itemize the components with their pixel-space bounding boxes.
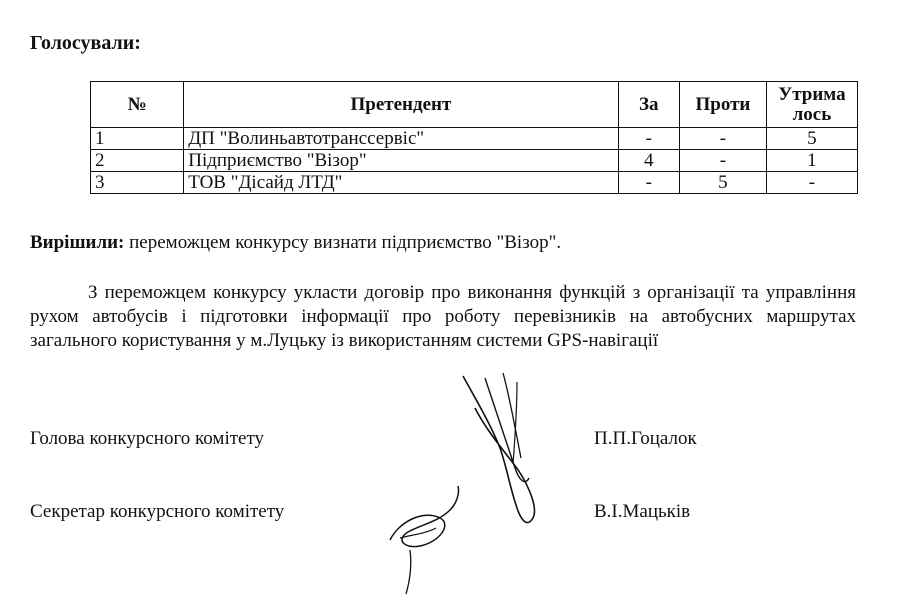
table-row	[91, 150, 858, 172]
header-abstained	[766, 82, 857, 128]
header-abstained-line2: лось	[792, 103, 832, 125]
decision-paragraph	[30, 281, 856, 353]
cell-candidate: Підприємство "Візор"	[184, 150, 618, 172]
secretary-role: Секретар конкурсного комітету	[30, 501, 285, 522]
decision-label: Вирішили:	[30, 232, 125, 253]
cell-for: 4	[618, 150, 679, 172]
cell-abstained: -	[766, 172, 857, 194]
cell-candidate: ДП "Волиньавтотранссервіс"	[184, 128, 618, 150]
cell-abstained: 5	[766, 128, 857, 150]
cell-against: 5	[680, 172, 767, 194]
decision-text: переможцем конкурсу визнати підприємство "Візор".	[124, 232, 562, 253]
votes-table	[90, 81, 858, 194]
paragraph-text: З переможцем конкурсу укласти договір про виконання функцій з організації та управління рухом автобусів і підготовки інформації про роботу перевізників на автобусних маршрутах загального користування у м.Луцьку із використанням системи GPS-навігації	[30, 282, 856, 351]
header-for: За	[618, 82, 679, 128]
header-abstained-line1: Утрима	[778, 83, 846, 105]
cell-against: -	[680, 150, 767, 172]
cell-number: 2	[91, 150, 184, 172]
header-candidate: Претендент	[184, 82, 618, 128]
header-against: Проти	[680, 82, 767, 128]
cell-number: 3	[91, 172, 184, 194]
decision-line	[30, 232, 561, 254]
cell-against: -	[680, 128, 767, 150]
cell-candidate: ТОВ "Дісайд ЛТД"	[184, 172, 618, 194]
table-row	[91, 172, 858, 194]
header-number: №	[91, 82, 184, 128]
cell-abstained: 1	[766, 150, 857, 172]
cell-for: -	[618, 172, 679, 194]
cell-for: -	[618, 128, 679, 150]
table-header-row	[91, 82, 858, 128]
head-name: П.П.Гоцалок	[594, 428, 697, 449]
cell-number: 1	[91, 128, 184, 150]
voted-heading: Голосували:	[30, 32, 141, 54]
table-row	[91, 128, 858, 150]
secretary-signature	[380, 480, 470, 596]
secretary-name: В.І.Мацьків	[594, 501, 691, 522]
head-signature	[455, 368, 565, 538]
head-role: Голова конкурсного комітету	[30, 428, 265, 449]
